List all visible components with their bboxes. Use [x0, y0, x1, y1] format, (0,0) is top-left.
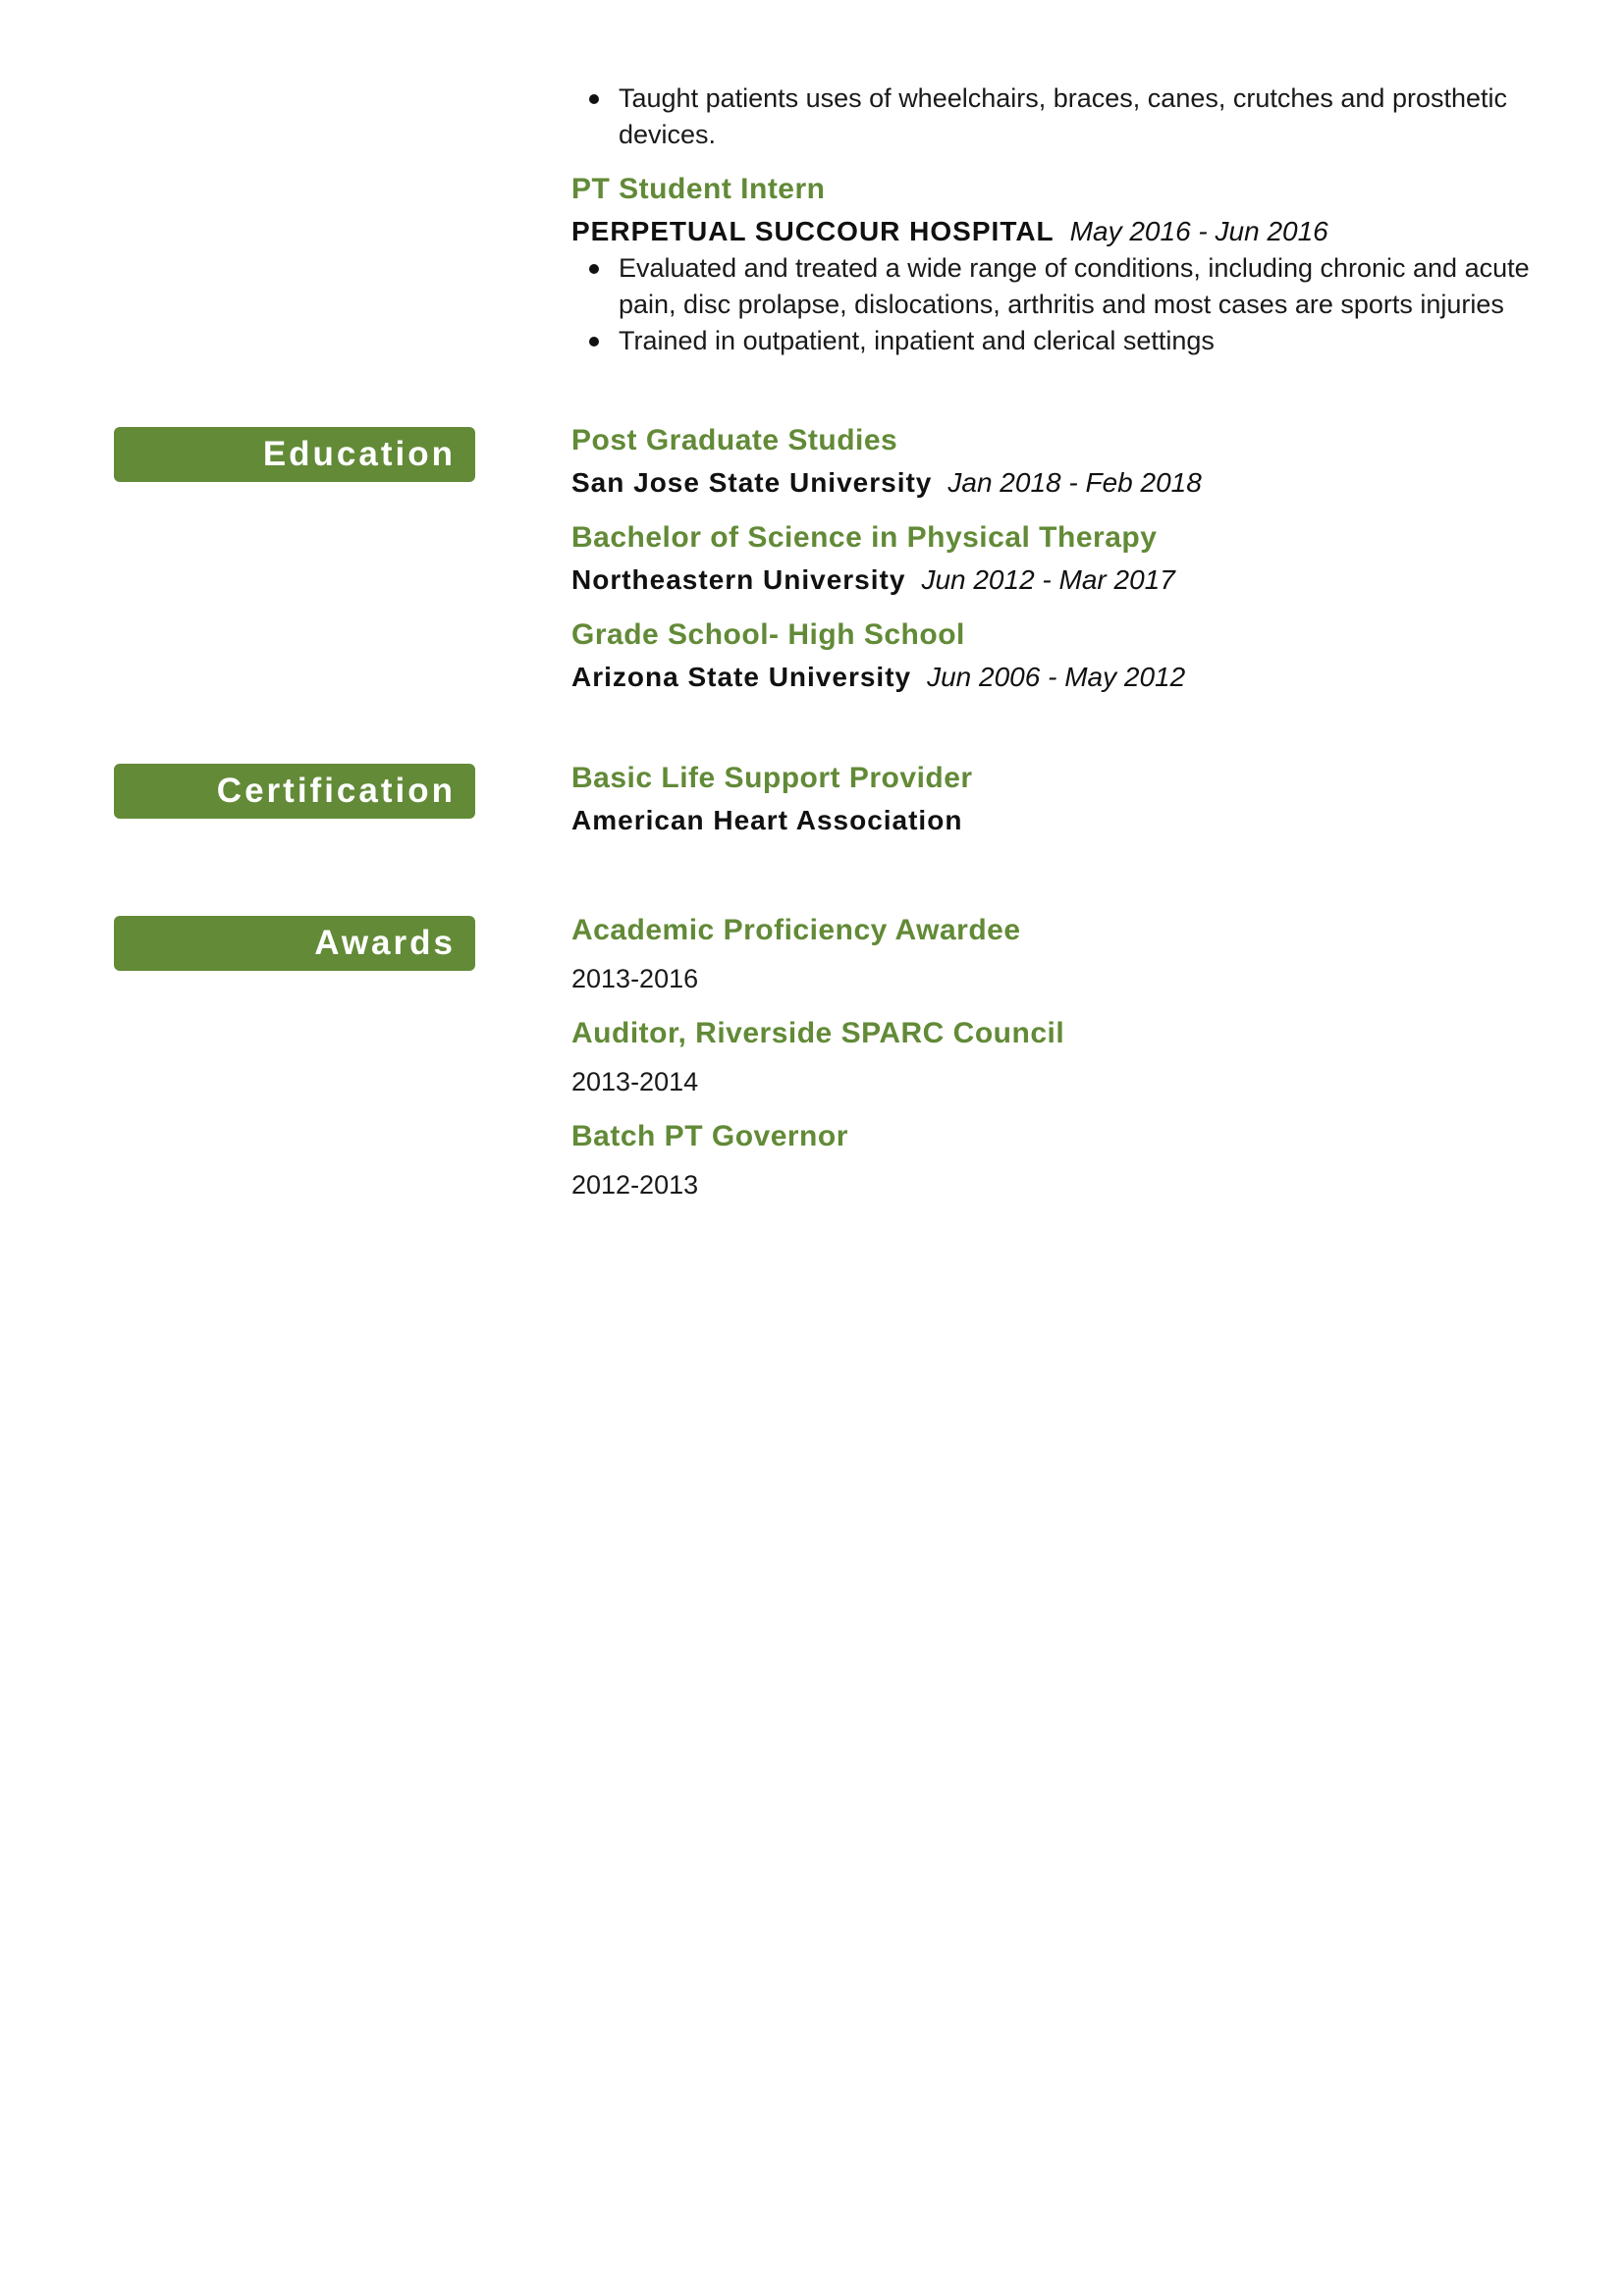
education-dates: Jan 2018 - Feb 2018 — [947, 467, 1202, 498]
education-org-line — [571, 659, 1185, 696]
education-title: Bachelor of Science in Physical Therapy — [571, 521, 1158, 554]
job-bullets — [571, 250, 1563, 359]
education-heading-bar — [114, 427, 475, 482]
job-organization: PERPETUAL SUCCOUR HOSPITAL — [571, 216, 1055, 246]
certification-title: Basic Life Support Provider — [571, 762, 973, 794]
bullet-item: Evaluated and treated a wide range of conditions, including chronic and acute pain, disc prolapse, dislocations, arthritis and most cases are sports injuries — [571, 250, 1563, 323]
education-school: Arizona State University — [571, 662, 912, 692]
award-years: 2012-2013 — [571, 1170, 699, 1200]
certification-heading-bar — [114, 764, 475, 819]
job-title: PT Student Intern — [571, 173, 826, 205]
education-title: Post Graduate Studies — [571, 424, 898, 456]
previous-job-bullets — [571, 80, 1563, 153]
education-school: Northeastern University — [571, 564, 906, 595]
certification-org-line — [571, 802, 962, 839]
job-org-line — [571, 213, 1328, 250]
bullet-item: Trained in outpatient, inpatient and clerical settings — [571, 323, 1563, 359]
education-title: Grade School- High School — [571, 618, 965, 651]
award-title: Batch PT Governor — [571, 1120, 848, 1152]
education-dates: Jun 2012 - Mar 2017 — [921, 564, 1175, 595]
education-org-line — [571, 464, 1202, 502]
award-title: Academic Proficiency Awardee — [571, 914, 1021, 946]
awards-heading: Awards — [314, 924, 456, 962]
award-years: 2013-2016 — [571, 964, 699, 993]
education-org-line — [571, 561, 1175, 599]
awards-heading-bar — [114, 916, 475, 971]
bullet-item: Taught patients uses of wheelchairs, braces, canes, crutches and prosthetic devices. — [571, 80, 1563, 153]
education-school: San Jose State University — [571, 467, 933, 498]
certification-heading: Certification — [216, 772, 456, 810]
education-heading: Education — [262, 435, 456, 473]
award-title: Auditor, Riverside SPARC Council — [571, 1017, 1065, 1049]
certification-issuer: American Heart Association — [571, 805, 963, 835]
award-years: 2013-2014 — [571, 1067, 699, 1096]
education-dates: Jun 2006 - May 2012 — [927, 662, 1186, 692]
job-dates: May 2016 - Jun 2016 — [1069, 216, 1328, 246]
